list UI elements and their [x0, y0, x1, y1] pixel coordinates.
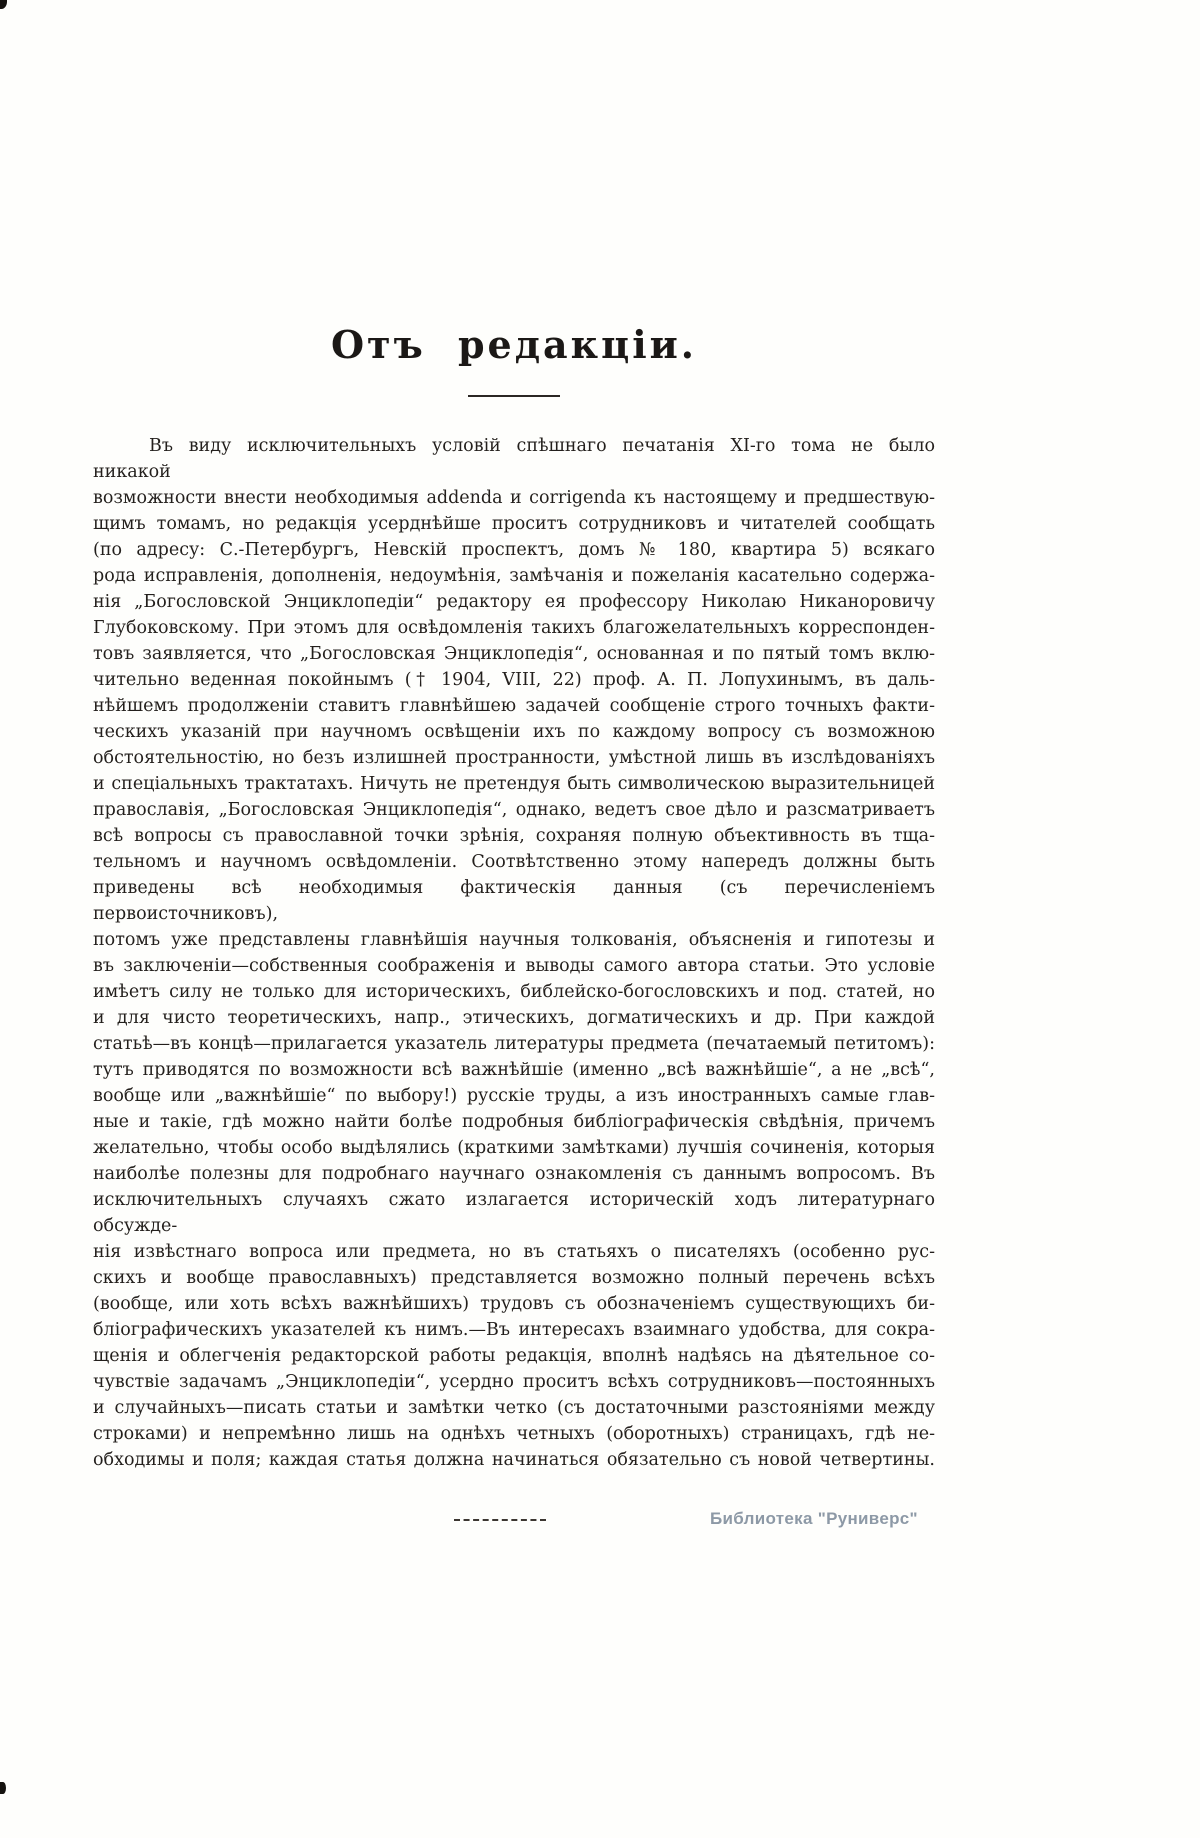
- text-line: вообще или „важнѣйшіе“ по выбору!) русскіе труды, а изъ иностранныхъ самые глав-: [93, 1086, 935, 1106]
- text-line: ные и такіе, гдѣ можно найти болѣе подробныя библіографическія свѣдѣнія, причемъ: [93, 1112, 935, 1132]
- text-line: скихъ и вообще православныхъ) представляется возможно полный перечень всѣхъ: [93, 1268, 935, 1288]
- text-line: статьѣ—въ концѣ—прилагается указатель литературы предмета (печатаемый петитомъ):: [93, 1034, 935, 1054]
- scan-artifact: [0, 1782, 6, 1794]
- text-line: потомъ уже представлены главнѣйшія научныя толкованія, объясненія и гипотезы и: [93, 930, 935, 950]
- scan-artifact: [0, 0, 7, 9]
- text-line: (по адресу: С.-Петербургъ, Невскій проспектъ, домъ № 180, квартира 5) всякаго: [93, 540, 935, 560]
- text-line: чувствіе задачамъ „Энциклопедіи“, усердно проситъ всѣхъ сотрудниковъ—постоянныхъ: [93, 1372, 935, 1392]
- text-line: строками) и непремѣнно лишь на однѣхъ четныхъ (оборотныхъ) страницахъ, гдѣ не-: [93, 1424, 935, 1444]
- text-line: тутъ приводятся по возможности всѣ важнѣйшіе (именно „всѣ важнѣйшіе“, а не „всѣ“,: [93, 1060, 935, 1080]
- text-line: и случайныхъ—писать статьи и замѣтки четко (съ достаточными разстояніями между: [93, 1398, 935, 1418]
- text-line: бліографическихъ указателей къ нимъ.—Въ интересахъ взаимнаго удобства, для сокра-: [93, 1320, 935, 1340]
- text-line: исключительныхъ случаяхъ сжато излагается историческій ходъ литературнаго обсужде-: [93, 1190, 935, 1236]
- text-line: обходимы и поля; каждая статья должна начинаться обязательно съ новой четвертины.: [93, 1450, 935, 1470]
- text-line: щенія и облегченія редакторской работы редакція, вполнѣ надѣясь на дѣятельное со-: [93, 1346, 935, 1366]
- page-title: Отъ редакціи.: [330, 322, 698, 367]
- text-line: имѣетъ силу не только для историческихъ, библейско-богословскихъ и под. статей, но: [93, 982, 935, 1002]
- text-line: нѣйшемъ продолженіи ставитъ главнѣйшею задачей сообщеніе строго точныхъ факти-: [93, 696, 935, 716]
- text-line: православія, „Богословская Энциклопедія“, однако, ведетъ свое дѣло и разсматриваетъ: [93, 800, 935, 820]
- text-line: ческихъ указаній при научномъ освѣщеніи ихъ по каждому вопросу съ возможною: [93, 722, 935, 742]
- text-line: (вообще, или хоть всѣхъ важнѣйшихъ) трудовъ съ обозначеніемъ существующихъ би-: [93, 1294, 935, 1314]
- text-line: возможности внести необходимыя addenda и corrigenda къ настоящему и предшествую-: [93, 488, 935, 508]
- text-line: щимъ томамъ, но редакція усерднѣйше проситъ сотрудниковъ и читателей сообщать: [93, 514, 935, 534]
- text-line: нія „Богословской Энциклопедіи“ редактору ея профессору Николаю Никаноровичу: [93, 592, 935, 612]
- text-line: Глубоковскому. При этомъ для освѣдомленія такихъ благожелательныхъ корреспонден-: [93, 618, 935, 638]
- text-line: рода исправленія, дополненія, недоумѣнія, замѣчанія и пожеланія касательно содержа-: [93, 566, 935, 586]
- text-line: въ заключеніи—собственныя соображенія и выводы самого автора статьи. Это условіе: [93, 956, 935, 976]
- text-line: чительно веденная покойнымъ († 1904, VIII, 22) проф. А. П. Лопухинымъ, въ даль-: [93, 670, 935, 690]
- text-line: желательно, чтобы особо выдѣлялись (краткими замѣтками) лучшія сочиненія, которыя: [93, 1138, 935, 1158]
- text-line: наиболѣе полезны для подробнаго научнаго ознакомленія съ даннымъ вопросомъ. Въ: [93, 1164, 935, 1184]
- text-line: приведены всѣ необходимыя фактическія данныя (съ перечисленіемъ первоисточниковъ),: [93, 878, 935, 924]
- page-content: [93, 0, 935, 1521]
- text-line: всѣ вопросы съ православной точки зрѣнія, сохраняя полную объективность въ тща-: [93, 826, 935, 846]
- title-rule: [468, 395, 560, 397]
- text-line: обстоятельностію, но безъ излишней пространности, умѣстной лишь въ изслѣдованіяхъ: [93, 748, 935, 768]
- watermark: Библиотека "Руниверс": [710, 1509, 918, 1528]
- text-line: тельномъ и научномъ освѣдомленіи. Соотвѣтственно этому напередъ должны быть: [93, 852, 935, 872]
- section-divider: [454, 1519, 546, 1521]
- text-line: нія извѣстнаго вопроса или предмета, но въ статьяхъ о писателяхъ (особенно рус-: [93, 1242, 935, 1262]
- text-line: и для чисто теоретическихъ, напр., этическихъ, догматическихъ и др. При каждой: [93, 1008, 935, 1028]
- text-line: Въ виду исключительныхъ условій спѣшнаго печатанія XI-го тома не было никакой: [93, 436, 935, 482]
- body-text: [93, 433, 935, 1473]
- text-line: товъ заявляется, что „Богословская Энциклопедія“, основанная и по пятый томъ вклю-: [93, 644, 935, 664]
- text-line: и спеціальныхъ трактатахъ. Ничуть не претендуя быть символическою выразительницей: [93, 774, 935, 794]
